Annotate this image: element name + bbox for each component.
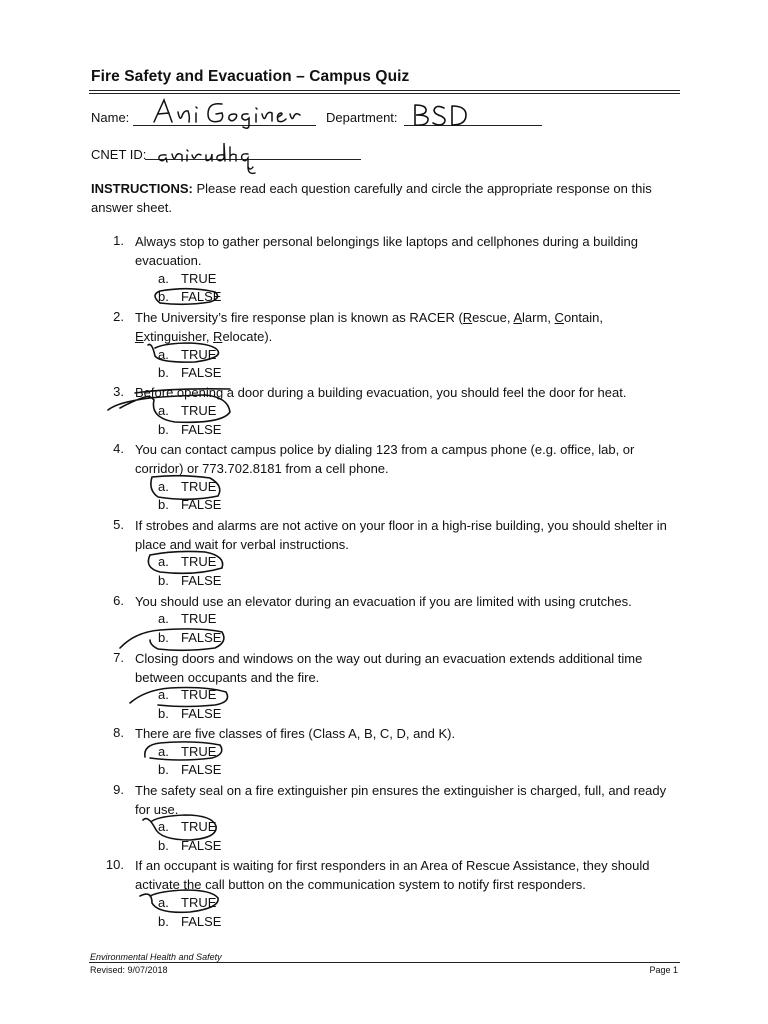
- option-true[interactable]: TRUE: [181, 271, 217, 286]
- question-text-part: elocate).: [222, 328, 273, 344]
- option-false[interactable]: FALSE: [181, 289, 222, 304]
- question-number: 9.: [113, 782, 124, 797]
- question-text: If strobes and alarms are not active on your floor in a high-rise building, you should shelter in place and wait for verbal instructions.: [135, 518, 667, 552]
- footer-page: Page 1: [649, 965, 678, 975]
- question-text: [135, 309, 680, 346]
- acronym-letter: R: [213, 328, 223, 344]
- option-false[interactable]: FALSE: [181, 762, 222, 777]
- footer-rule: [89, 962, 680, 963]
- option-letter-a: a.: [158, 479, 169, 494]
- option-false[interactable]: FALSE: [181, 497, 222, 512]
- cnet-handwriting: [156, 141, 276, 175]
- question-number: 6.: [113, 593, 124, 608]
- question-number: 4.: [113, 441, 124, 456]
- title-rule: [89, 90, 680, 91]
- option-letter-a: a.: [158, 819, 169, 834]
- option-true[interactable]: TRUE: [181, 744, 217, 759]
- question-text-part: The University’s fire response plan is known as RACER (: [135, 310, 463, 325]
- question-text: You should use an elevator during an evacuation if you are limited with using crutches.: [135, 594, 632, 609]
- footer-revised: Revised: 9/07/2018: [90, 965, 168, 975]
- page-title: Fire Safety and Evacuation – Campus Quiz: [91, 68, 410, 85]
- option-letter-b: b.: [158, 762, 169, 777]
- question-number: 7.: [113, 650, 124, 665]
- question-text: You can contact campus police by dialing 123 from a campus phone (e.g. office, lab, or corridor) or 773.702.8181 from a cell phone.: [135, 442, 635, 476]
- acronym-letter: R: [462, 310, 473, 325]
- option-true[interactable]: TRUE: [181, 611, 217, 626]
- footer-org: Environmental Health and Safety: [90, 952, 222, 962]
- option-true[interactable]: TRUE: [181, 347, 217, 362]
- option-letter-a: a.: [158, 744, 169, 759]
- question-text: Always stop to gather personal belongings like laptops and cellphones during a building evacuation.: [135, 234, 639, 268]
- option-letter-b: b.: [158, 573, 169, 588]
- option-false[interactable]: FALSE: [181, 914, 222, 929]
- option-true[interactable]: TRUE: [181, 687, 217, 702]
- instructions-text: Please read each question carefully and circle the appropriate response on this answer sheet.: [91, 181, 652, 215]
- question-text-part: ontain,: [563, 310, 603, 325]
- option-false[interactable]: FALSE: [181, 630, 222, 645]
- question-text-part: escue,: [472, 310, 514, 325]
- option-true[interactable]: TRUE: [181, 403, 217, 418]
- option-letter-b: b.: [158, 838, 169, 853]
- option-true[interactable]: TRUE: [181, 895, 217, 910]
- option-letter-a: a.: [158, 687, 169, 702]
- option-false[interactable]: FALSE: [181, 422, 222, 437]
- acronym-letter: E: [135, 328, 144, 344]
- question-text: The safety seal on a fire extinguisher pin ensures the extinguisher is charged, full, and ready for use.: [135, 783, 667, 817]
- question-number: 8.: [113, 725, 124, 740]
- option-letter-b: b.: [158, 289, 169, 304]
- option-letter-a: a.: [158, 403, 169, 418]
- option-false[interactable]: FALSE: [181, 706, 222, 721]
- question-text-part: xtinguisher,: [143, 328, 214, 344]
- option-false[interactable]: FALSE: [181, 365, 222, 380]
- instructions: [91, 180, 681, 217]
- question-text: Closing doors and windows on the way out during an evacuation extends additional time between occupants and the fire.: [135, 651, 643, 685]
- option-false[interactable]: FALSE: [181, 573, 222, 588]
- option-letter-a: a.: [158, 347, 169, 362]
- name-label: Name:: [91, 110, 130, 125]
- name-handwriting: [150, 96, 310, 128]
- option-false[interactable]: FALSE: [181, 838, 222, 853]
- option-letter-a: a.: [158, 271, 169, 286]
- option-letter-a: a.: [158, 611, 169, 626]
- option-true[interactable]: TRUE: [181, 554, 217, 569]
- question-text-part: larm,: [522, 310, 555, 325]
- department-handwriting: [410, 101, 480, 129]
- option-true[interactable]: TRUE: [181, 819, 217, 834]
- question-number: 2.: [113, 309, 124, 324]
- question-text: Before opening a door during a building evacuation, you should feel the door for heat.: [135, 385, 627, 400]
- question-number: 10.: [105, 857, 124, 872]
- instructions-label: INSTRUCTIONS:: [91, 181, 193, 196]
- acronym-letter: A: [513, 310, 523, 325]
- question-text: There are five classes of fires (Class A, B, C, D, and K).: [135, 726, 456, 741]
- option-letter-b: b.: [158, 422, 169, 437]
- option-true[interactable]: TRUE: [181, 479, 217, 494]
- option-letter-b: b.: [158, 365, 169, 380]
- question-number: 1.: [113, 233, 124, 248]
- option-letter-a: a.: [158, 895, 169, 910]
- option-letter-b: b.: [158, 497, 169, 512]
- option-letter-b: b.: [158, 630, 169, 645]
- option-letter-b: b.: [158, 706, 169, 721]
- option-letter-a: a.: [158, 554, 169, 569]
- question-number: 3.: [113, 384, 124, 399]
- question-text: If an occupant is waiting for first responders in an Area of Rescue Assistance, they should activate the call button on the communication system to notify first responders.: [135, 858, 650, 892]
- question-number: 5.: [113, 517, 124, 532]
- title-rule-double: [89, 93, 680, 94]
- option-letter-b: b.: [158, 914, 169, 929]
- department-label: Department:: [326, 110, 398, 125]
- acronym-letter: C: [554, 310, 564, 325]
- cnet-label: CNET ID:: [91, 147, 147, 162]
